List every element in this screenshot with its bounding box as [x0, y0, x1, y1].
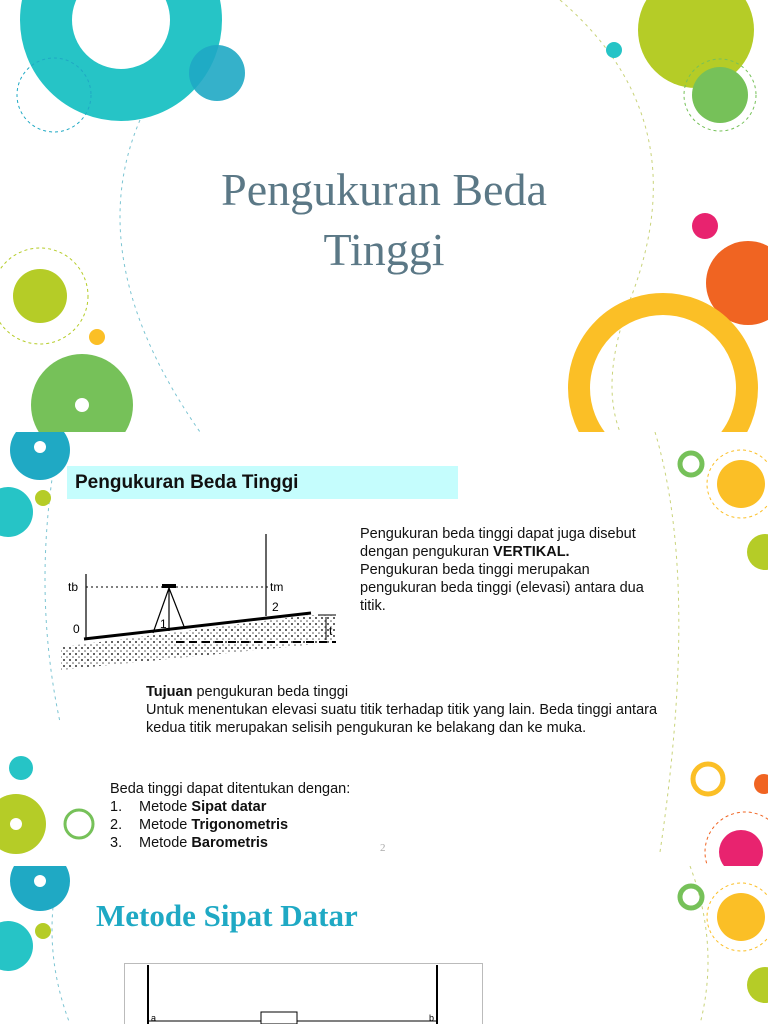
label-point-2: 2 — [272, 600, 279, 614]
deco-lime-edge — [747, 967, 768, 1003]
label-a: a — [151, 1013, 157, 1023]
deco-yellow-circle — [717, 460, 765, 508]
list-item-prefix: Metode — [139, 835, 192, 851]
deco-yellow-circle — [717, 893, 765, 941]
deco-orange-dot — [89, 329, 105, 345]
deco-pink-dot — [692, 213, 718, 239]
purpose-paragraph — [146, 683, 686, 737]
deco-green-circle — [692, 67, 748, 123]
deco-green-ring-small — [680, 453, 702, 475]
slide-content — [0, 432, 768, 866]
list-item-prefix: Metode — [139, 799, 192, 815]
methods-list — [110, 780, 470, 852]
deco-lime-small — [35, 923, 51, 939]
list-item-number: 2. — [110, 817, 123, 833]
deco-orange-circle — [706, 241, 768, 325]
deco-teal-ring — [46, 0, 196, 95]
list-item-name: Barometris — [191, 835, 268, 851]
deco-green-half — [31, 354, 133, 432]
deco-lime-dot — [13, 269, 67, 323]
list-item — [110, 816, 470, 834]
title-line-2: Tinggi — [323, 224, 445, 275]
deco-green-ring — [65, 810, 93, 838]
list-item-name: Trigonometris — [191, 817, 289, 833]
slide-title — [0, 0, 768, 432]
section-heading — [67, 466, 458, 499]
sipat-datar-diagram — [124, 963, 484, 1024]
list-item-prefix: Metode — [139, 817, 192, 833]
label-b: b — [429, 1013, 435, 1023]
definition-text-2: Pengukuran beda tinggi merupakan pengukuran beda tinggi (elevasi) antara dua titik. — [360, 562, 644, 614]
deco-small-teal-dot — [606, 42, 622, 58]
deco-blue-circle — [189, 45, 245, 101]
label-point-1: 1 — [160, 617, 167, 631]
list-item-name: Sipat datar — [191, 799, 267, 815]
label-point-0: 0 — [73, 622, 80, 636]
deco-lime-small — [35, 490, 51, 506]
definition-paragraph — [360, 525, 660, 615]
deco-teal-dot — [9, 756, 33, 780]
purpose-label: Tujuan — [146, 684, 193, 700]
deco-yellow-ring — [579, 304, 747, 432]
methods-intro: Beda tinggi dapat ditentukan dengan: — [110, 781, 351, 797]
deco-green-ring-small — [680, 886, 702, 908]
purpose-text: Untuk menentukan elevasi suatu titik terhadap titik yang lain. Beda tinggi antara kedua titik merupakan selisih pengukuran ke belakang dan ke muka. — [146, 702, 658, 736]
deco-orange-edge — [754, 774, 768, 794]
deco-pink-circle — [719, 830, 763, 866]
deco-teal-circle — [0, 487, 33, 537]
page-title — [134, 160, 634, 280]
list-item-number: 3. — [110, 835, 123, 851]
title-line-1: Pengukuran Beda — [221, 164, 547, 215]
deco-teal-circle — [0, 921, 33, 971]
method-title: Metode Sipat Datar — [96, 898, 358, 933]
definition-text-1: Pengukuran beda tinggi dapat juga disebut dengan pengukuran — [360, 526, 636, 560]
purpose-label-rest: pengukuran beda tinggi — [192, 684, 349, 700]
deco-lime-circle — [638, 0, 754, 88]
label-t: t — [329, 624, 333, 638]
page-number: 2 — [380, 842, 386, 854]
slide-method — [0, 866, 768, 1024]
list-item-number: 1. — [110, 799, 123, 815]
section-heading-text: Pengukuran Beda Tinggi — [75, 472, 299, 493]
instrument-tripod — [153, 584, 185, 633]
deco-lime-edge — [747, 534, 768, 570]
label-tb: tb — [68, 580, 79, 594]
deco-blue-half — [10, 432, 70, 480]
deco-yellow-ring-small — [693, 764, 723, 794]
list-item — [110, 798, 470, 816]
deco-lime-big — [0, 794, 46, 854]
deco-blue-half — [10, 866, 70, 911]
label-tm: tm — [270, 580, 284, 594]
list-item — [110, 834, 470, 852]
leveling-diagram — [56, 532, 346, 672]
definition-bold: VERTIKAL. — [493, 544, 570, 560]
